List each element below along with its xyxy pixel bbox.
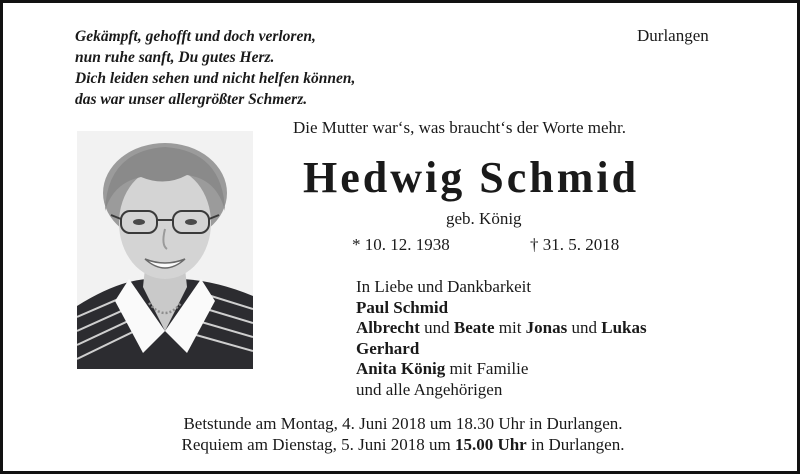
mourner-line bbox=[356, 339, 647, 360]
requiem-time: 15.00 Uhr bbox=[454, 435, 527, 454]
connector-text: und bbox=[419, 318, 454, 337]
mourner-name: Albrecht bbox=[356, 318, 420, 337]
maiden-name: geb. König bbox=[446, 209, 522, 228]
motto-line: Die Mutter war‘s, was braucht‘s der Worte mehr. bbox=[293, 118, 627, 137]
place-name: Durlangen bbox=[637, 26, 709, 45]
mourner-line bbox=[356, 298, 647, 319]
mourner-name: Beate bbox=[453, 318, 495, 337]
connector-text: und bbox=[567, 318, 602, 337]
service-requiem bbox=[3, 435, 800, 455]
mourner-line bbox=[356, 318, 647, 339]
mourners-closing: und alle Angehörigen bbox=[356, 379, 503, 399]
requiem-text: Requiem am Dienstag, 5. Juni 2018 um bbox=[181, 435, 455, 454]
poem-line: das war unser allergrößter Schmerz. bbox=[75, 91, 308, 108]
deceased-name: Hedwig Schmid bbox=[303, 153, 640, 202]
mourner-line bbox=[356, 359, 647, 380]
poem-line: Dich leiden sehen und nicht helfen können, bbox=[75, 70, 356, 87]
connector-text: mit bbox=[494, 318, 526, 337]
poem-line: nun ruhe sanft, Du gutes Herz. bbox=[75, 49, 275, 66]
mourner-name: Gerhard bbox=[356, 338, 420, 358]
portrait-photo bbox=[77, 131, 253, 369]
death-date: † 31. 5. 2018 bbox=[530, 235, 620, 254]
birth-date: * 10. 12. 1938 bbox=[352, 235, 450, 254]
mourners-list bbox=[356, 277, 647, 400]
portrait-photo-image bbox=[77, 131, 253, 369]
connector-text: mit Familie bbox=[445, 359, 529, 378]
mourner-name: Jonas bbox=[525, 318, 568, 337]
poem-verse bbox=[75, 26, 355, 110]
requiem-text: in Durlangen. bbox=[526, 435, 625, 454]
mourner-name: Paul Schmid bbox=[356, 297, 449, 317]
mourner-name: Anita König bbox=[356, 359, 446, 378]
poem-line: Gekämpft, gehofft und doch verloren, bbox=[75, 28, 316, 45]
mourner-name: Lukas bbox=[601, 318, 647, 337]
service-prayer-hour: Betstunde am Montag, 4. Juni 2018 um 18.30 Uhr in Durlangen. bbox=[183, 414, 623, 433]
mourners-intro: In Liebe und Dankbarkeit bbox=[356, 277, 532, 296]
